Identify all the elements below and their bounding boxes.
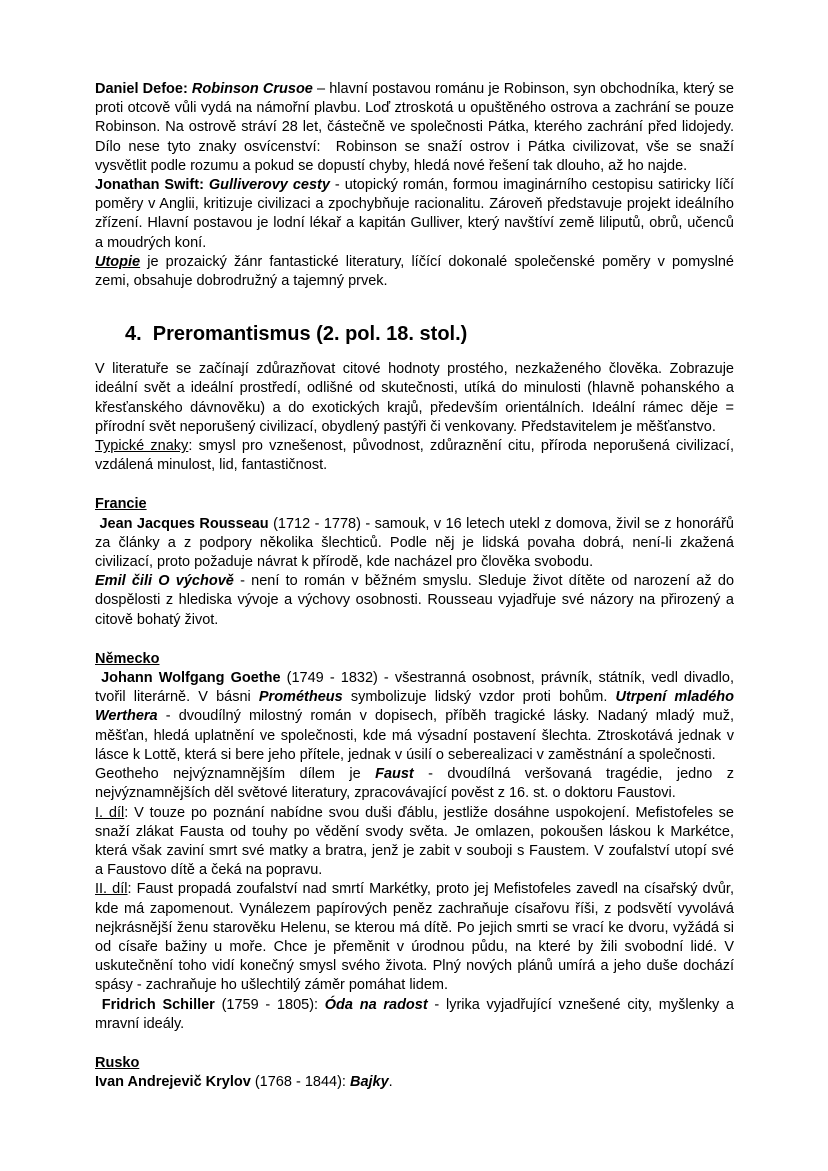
text-run: Jonathan Swift:	[95, 177, 209, 194]
text-run: 4. Preromantismus (2. pol. 18. stol.)	[125, 323, 468, 346]
text-run: : Faust propadá zoufalství nad smrtí Markétky, proto jej Mefistofeles zavedl na císařský dvůr, kde má zapomenout. Vynálezem papírových peněz zachraňuje císařovu říši, z podsvětí vyvolává nejkrásnější ženu starověku Helenu, se kterou má dítě. Po jejich smrti se vrací ke dvoru, vyžádá si od císaře bažiny u moře. Chce je přeměnit v úrodnou půdu, na které by žili svobodní lidé. V uskutečnění toho vidí konečný smysl svého života. Plný nových plánů umírá a jeho duše dochází spásy - zachraňuje ho ušlechtilý záměr pomáhat lidem.	[95, 881, 739, 994]
paragraph	[95, 572, 739, 630]
paragraph	[95, 996, 739, 1034]
text-run: Německo	[95, 650, 160, 667]
text-run: Óda na radost	[324, 996, 428, 1013]
text-run: - utopický román, formou imaginárního cestopisu satiricky líčí poměry v Anglii, kritizuje civilizaci a zpochybňuje racionalitu. Zároveň představuje projekt ideálního zřízení. Hlavní postavou je lodní lékař a kapitán Gulliver, který navštíví země liliputů, obrů, učenců a moudrých koní.	[95, 177, 739, 251]
text-run: Bajky	[349, 1074, 389, 1091]
text-run: Ivan Andrejevič Krylov	[95, 1074, 255, 1091]
text-run: Robinson Crusoe	[191, 81, 313, 97]
text-run: je prozaický žánr fantastické literatury, líčící dokonalé společenské poměry v pomyslné zemi, obsahuje dobrodružný a tajemný prvek.	[95, 253, 739, 290]
text-run: Typické znaky	[95, 438, 189, 455]
paragraph	[95, 804, 739, 881]
chapter-heading	[125, 321, 734, 347]
text-run: Fridrich Schiller	[95, 996, 222, 1013]
paragraph	[95, 176, 739, 253]
text-run: (1712 - 1778) - samouk, v 16 letech utekl z domova, živil se z honorářů za články a z podpory několika šlechticů. Podle něj je lidská povaha dobrá, není-li zkažená civilizací, proto požaduje návrat k přírodě, kde nacházel pro člověka svobodu.	[95, 515, 739, 571]
text-run: Utrpení mladého Werthera	[95, 689, 739, 725]
paragraph	[95, 360, 739, 437]
text-run: Utopie	[95, 253, 141, 270]
text-run: .	[388, 1074, 393, 1091]
text-run: Jean Jacques Rousseau	[95, 515, 274, 532]
text-run: Faust	[375, 766, 414, 783]
paragraph	[95, 669, 739, 765]
document-content	[95, 80, 739, 1092]
text-run: Johann Wolfgang Goethe	[95, 670, 287, 687]
text-run: Francie	[95, 496, 147, 513]
text-run: Emil čili O výchově	[95, 573, 234, 590]
section-heading	[95, 650, 734, 669]
text-run: Geotheho nejvýznamnějším dílem je	[95, 766, 376, 783]
paragraph	[95, 437, 739, 475]
paragraph	[95, 765, 739, 803]
text-run: symbolizuje lidský vzdor proti bohům.	[342, 689, 616, 706]
section-heading	[95, 495, 734, 514]
text-run: Prométheus	[258, 689, 343, 706]
paragraph	[95, 253, 739, 291]
text-run: Gulliverovy cesty	[208, 177, 330, 194]
paragraph	[95, 515, 739, 573]
text-run: – hlavní postavou románu je Robinson, syn obchodníka, který se proti otcově vůli vydá na námořní plavbu. Loď ztroskotá u opuštěného ostrova a zachrání se pouze Robinson. Na ostrově stráví 28 let, částečně ve společnosti Pátka, kterého zachrání před lidojedy. Dílo nese tyto znaky osvícenství: Robinson se snaží ostrov i Pátka civilizovat, vše se snaží vysvětlit podle rozumu a pokud se dopustí chyby, hledá nové řešení tak dlouho, až ho najde.	[95, 81, 739, 174]
text-run: (1759 - 1805):	[221, 996, 325, 1013]
text-run: V literatuře se začínají zdůrazňovat citové hodnoty prostého, nezkaženého člověka. Zobrazuje ideální svět a ideální prostředí, odlišné od skutečnosti, utíká do minulosti (hlavně pohanského a křesťanského dávnověku) a do exotických krajů, především orientálních. Ideální rámec děje = přírodní svět neporušený civilizací, obydlený pastýři či venkovany. Představitelem je měšťanstvo.	[95, 361, 739, 435]
text-run: (1749 - 1832) - všestranná osobnost, právník, státník, vedl divadlo, tvořil literárně. V básni	[95, 670, 739, 706]
text-run: II. díl	[95, 881, 128, 898]
text-run: - není to román v běžném smyslu. Sleduje život dítěte od narození až do dospělosti z hlediska vývoje a výchovy osobnosti. Rousseau vyjadřuje své názory na přirozený a citově bohatý život.	[95, 573, 739, 628]
text-run: I. díl	[95, 804, 125, 821]
section-heading	[95, 1054, 734, 1073]
text-run: : V touze po poznání nabídne svou duši ďáblu, jestliže dosáhne uspokojení. Mefistofeles se snaží zlákat Fausta od touhy po vědění svody světa. Je omlazen, pokoušen láskou k Markétce, která však zaviní smrt své matky a bratra, jenž je zabit v souboji s Faustem. V zoufalství utopí své a Faustovo dítě a čeká na popravu.	[95, 804, 739, 879]
paragraph	[95, 1073, 734, 1092]
text-run: - lyrika vyjadřující vznešené city, myšlenky a mravní ideály.	[95, 996, 739, 1032]
paragraph	[95, 80, 739, 176]
text-run: - dvoudílná veršovaná tragédie, jedno z nejvýznamnějších děl světové literatury, zpracovávající pověst z 16. st. o doktoru Faustovi.	[95, 766, 739, 802]
text-run: : smysl pro vznešenost, původnost, zdůraznění citu, příroda neporušená civilizací, vzdálená minulost, lid, fantastičnost.	[95, 438, 739, 474]
text-run: (1768 - 1844):	[254, 1074, 350, 1091]
text-run: Rusko	[95, 1054, 140, 1071]
text-run: Daniel Defoe:	[95, 81, 192, 97]
text-run: - dvoudílný milostný román v dopisech, příběh tragické lásky. Nadaný mladý muž, měšťan, hledá uplatnění ve společnosti, kde má výsadní postavení šlechta. Ztroskotává jednak v lásce k Lottě, která si bere jeho přítele, jednak v úsilí o seberealizaci v zaměstnání a společnosti.	[95, 708, 739, 763]
paragraph	[95, 880, 739, 995]
